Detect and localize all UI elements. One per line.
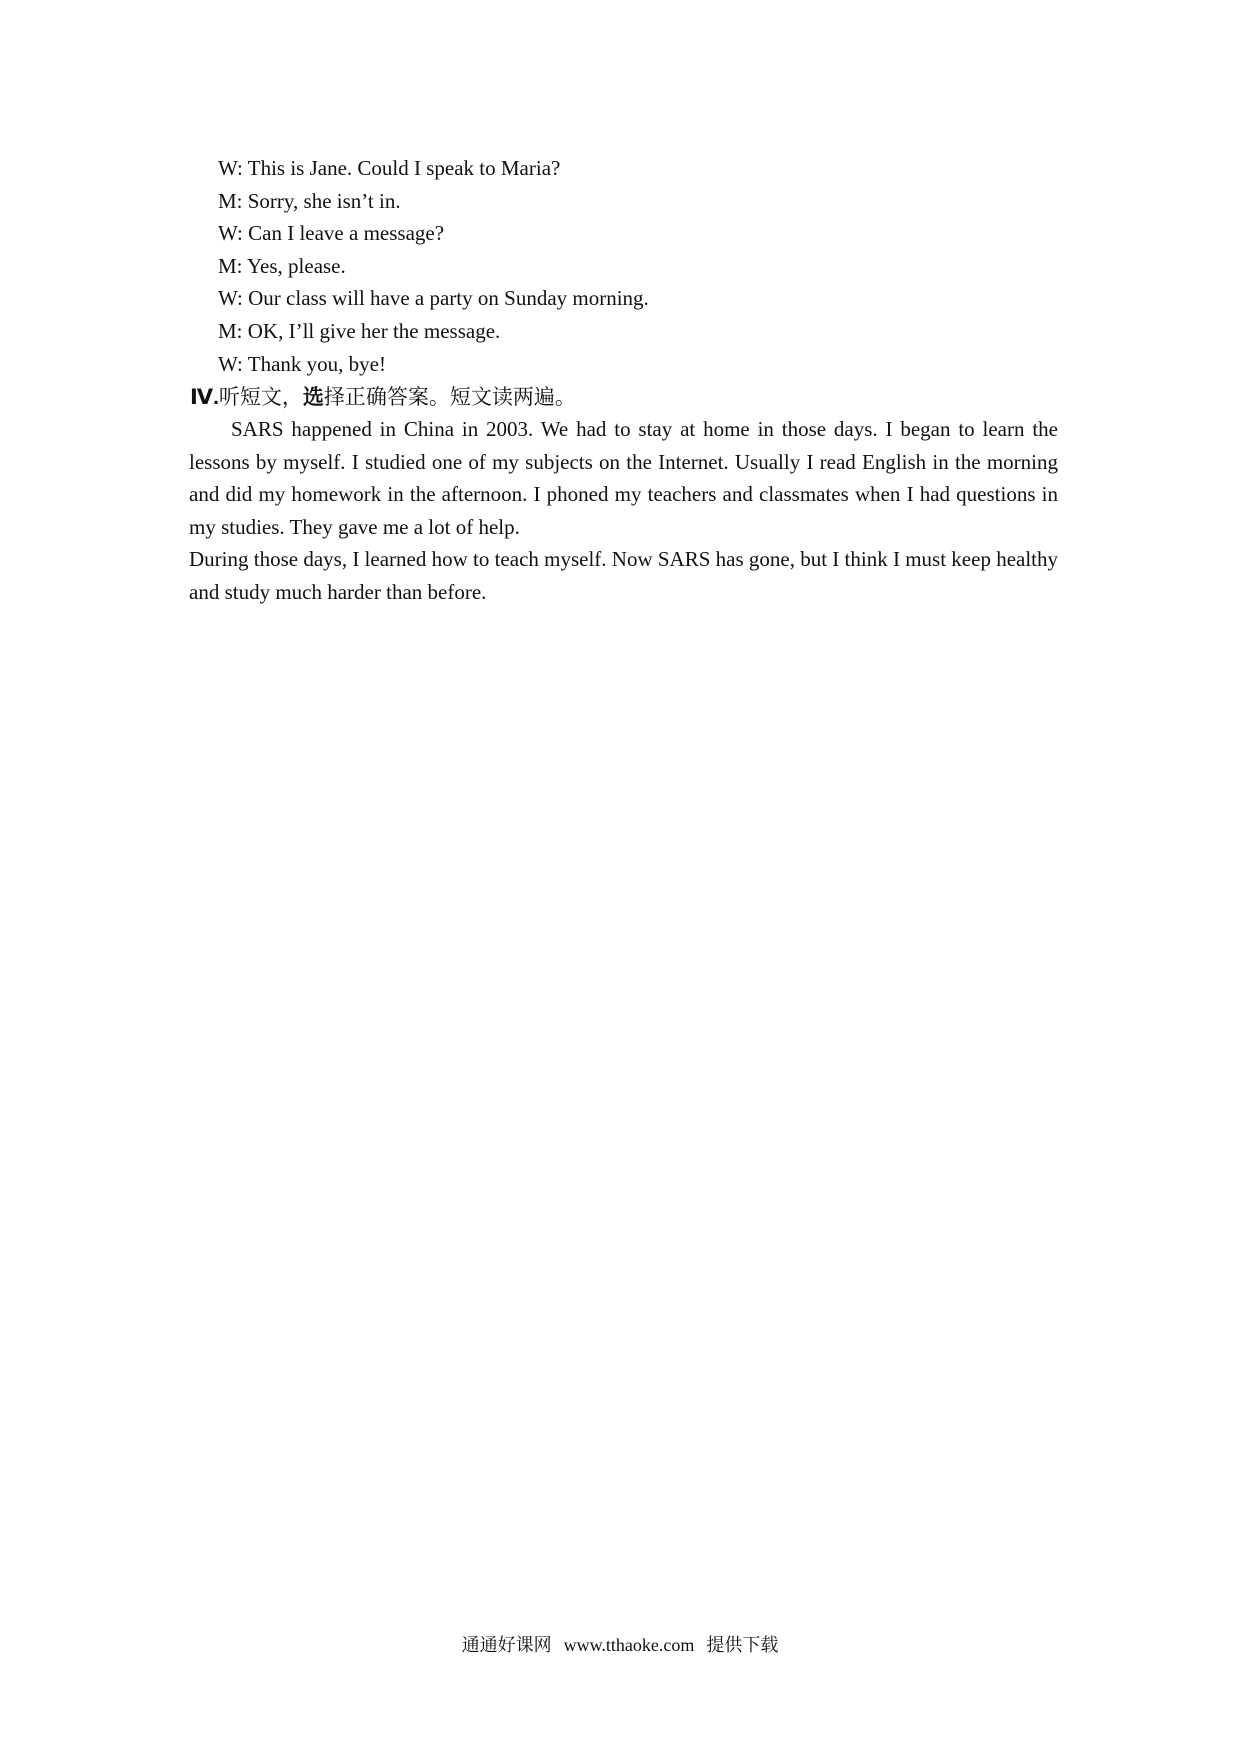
dialogue-line: M: Sorry, she isn’t in.	[218, 188, 401, 213]
section-numeral: Ⅳ.	[190, 386, 219, 409]
dialogue-line: W: This is Jane. Could I speak to Maria?	[218, 156, 561, 180]
dialogue-line: W: Thank you, bye!	[218, 351, 386, 376]
passage-paragraph: SARS happened in China in 2003. We had to stay at home in those days. I began to learn the lessons by myself. I studied one of my subjects on the Internet. Usually I read English in the morning and did my homework in the afternoon. I phoned my teachers and classmates when I had questions in my studies. They gave me a lot of help.	[189, 417, 1058, 539]
footer-suffix: 提供下载	[706, 1635, 779, 1656]
section-instruction-bold: 选	[302, 385, 324, 409]
section-instruction-part1: 听短文，	[218, 385, 303, 409]
section-heading	[190, 382, 576, 413]
page-footer	[0, 1632, 1240, 1659]
passage-paragraph: During those days, I learned how to teach myself. Now SARS has gone, but I think I must keep healthy and study much harder than before.	[189, 547, 1059, 604]
dialogue-line: W: Can I leave a message?	[218, 221, 445, 246]
footer-url: www.tthaoke.com	[563, 1635, 695, 1655]
dialogue-line: M: Yes, please.	[218, 253, 346, 278]
footer-site-name: 通通好课网	[461, 1635, 552, 1656]
dialogue-line: W: Our class will have a party on Sunday morning.	[218, 286, 649, 311]
section-instruction-part2: 择正确答案。短文读两遍。	[323, 385, 576, 409]
dialogue-line: M: OK, I’ll give her the message.	[218, 318, 501, 343]
listening-passage	[189, 413, 1058, 609]
dialogue-transcript	[218, 152, 1098, 380]
